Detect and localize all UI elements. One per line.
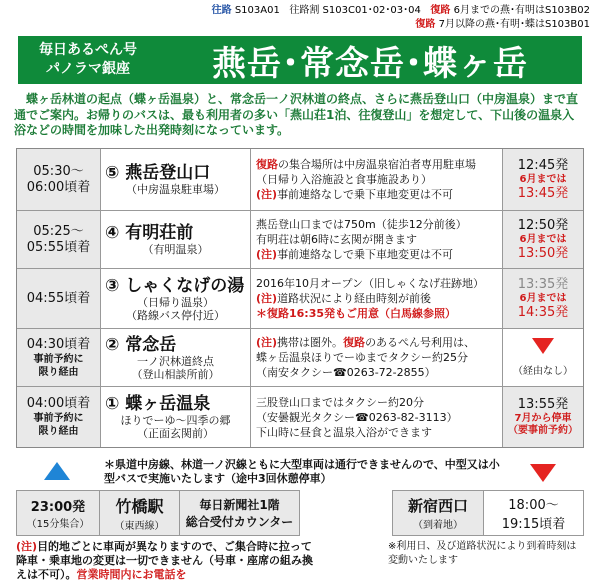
outbound-discount-label: 往路割 [289,5,320,16]
title-banner [18,36,582,84]
outbound-label: 往路 [211,5,232,16]
meeting-place-box: 毎日新聞社1階 総合受付カウンター [180,490,300,536]
table-row [17,387,583,447]
arrival-time-box: 18:00～ 19:15頃着 [484,490,584,536]
return-code-july: 7月以降の燕･有明･蝶はS103B01 [438,19,590,30]
vehicle-note-area [16,458,584,488]
departure-station-box: 竹橋駅 （東西線） [100,490,180,536]
banner-title: 燕岳･常念岳･蝶ヶ岳 [212,43,528,84]
arrival-station-box: 新宿西口 （到着地） [392,490,484,536]
return-code-june: 6月までの燕･有明はS103B02 [453,5,590,16]
stop-info: 復路の集合場所は中房温泉宿泊者専用駐車場（日帰り入浴施設と食事施設あり） (注)事前連絡なしで乗下車地変更は不可 [251,149,503,210]
return-departure: 12:50発 6月までは 13:50発 [503,211,583,268]
stop-name: ③ しゃくなげの湯 （日帰り温泉） （路線バス停付近） [101,269,251,328]
return-departure: 12:45発 6月までは 13:45発 [503,149,583,210]
terminal-row [16,490,584,536]
arrival-variance-note: ※利用日、及び道路状況により到着時刻は変動いたします [388,541,577,566]
table-row [17,329,583,387]
schedule-table [16,148,584,448]
outbound-code: S103A01 [234,5,280,16]
return-label-2: 復路 [415,19,436,30]
arrival-time: 05:30～ 06:00頃着 [17,149,101,210]
banner-subtitle: 毎日あるぺん号 パノラマ銀座 [39,42,137,77]
triangle-up-icon [44,462,70,480]
code-legend [120,4,590,32]
arrival-time: 04:00頃着 事前予約に 限り経由 [17,387,101,447]
stop-info: (注)携帯は圏外。復路のあるぺん号利用は、 蝶ヶ岳温泉ほりでーゆまでタクシー約25分 （南安タクシー☎0263-72-2855） [251,329,503,386]
intro-text: 蝶ヶ岳林道の起点（蝶ヶ岳温泉）と、常念岳一ノ沢林道の終点、さらに燕岳登山口（中房温泉）まで直通でご案内。お帰りのバスは、最も利用者の多い「燕山荘1泊、往復登山」を想定して、下山後の温泉入浴などの時間を加味した出発時刻になっています。 [14,92,579,137]
departure-time-box: 23:00発 （15分集合） [16,490,100,536]
stop-name: ④ 有明荘前 （有明温泉） [101,211,251,268]
footnote-notice: (注)目的地ごとに車両が異なりますので、ご集合時に拉って降車・乗車地の変更は一切できません（号車・座席の組み換えは不可）。営業時間内にお電話を [16,540,313,581]
table-row [17,149,583,211]
stop-name: ② 常念岳 一ノ沢林道終点 （登山相談所前） [101,329,251,386]
vehicle-note: ＊県道中房線、林道一ノ沢線ともに大型車両は通行できませんので、中型又は小型バスで実施いたします（途中3回休憩停車） [104,458,500,485]
stop-name: ⑤ 燕岳登山口 （中房温泉駐車場） [101,149,251,210]
return-departure: （経由なし） [503,329,583,386]
stop-info: 三股登山口まではタクシー約20分 （安曇観光タクシー☎0263-82-3113） 下山時に昼食と温泉入浴ができます [251,387,503,447]
triangle-down-icon [532,338,554,354]
stop-info: 燕岳登山口までは750m（徒歩12分前後） 有明荘は朝6時に玄関が開きます (注)事前連絡なしで乗下車地変更は不可 [251,211,503,268]
arrival-time: 05:25～ 05:55頃着 [17,211,101,268]
table-row [17,211,583,269]
table-row [17,269,583,329]
stop-name: ① 蝶ヶ岳温泉 ほりでーゆ～四季の郷 （正面玄関前） [101,387,251,447]
stop-info: 2016年10月オープン（旧しゃくなげ荘跡地） (注)道路状況により経由時刻が前後 ＊復路16:35発もご用意（白馬線参照） [251,269,503,328]
return-label: 復路 [430,5,451,16]
triangle-down-icon [530,464,556,482]
arrival-time: 04:55頃着 [17,269,101,328]
return-departure: 13:55発 7月から停車 （要事前予約） [503,387,583,447]
arrival-time: 04:30頃着 事前予約に 限り経由 [17,329,101,386]
outbound-discount-code: S103C01･02･03･04 [322,5,421,16]
return-departure: 13:35発 6月までは 14:35発 [503,269,583,328]
